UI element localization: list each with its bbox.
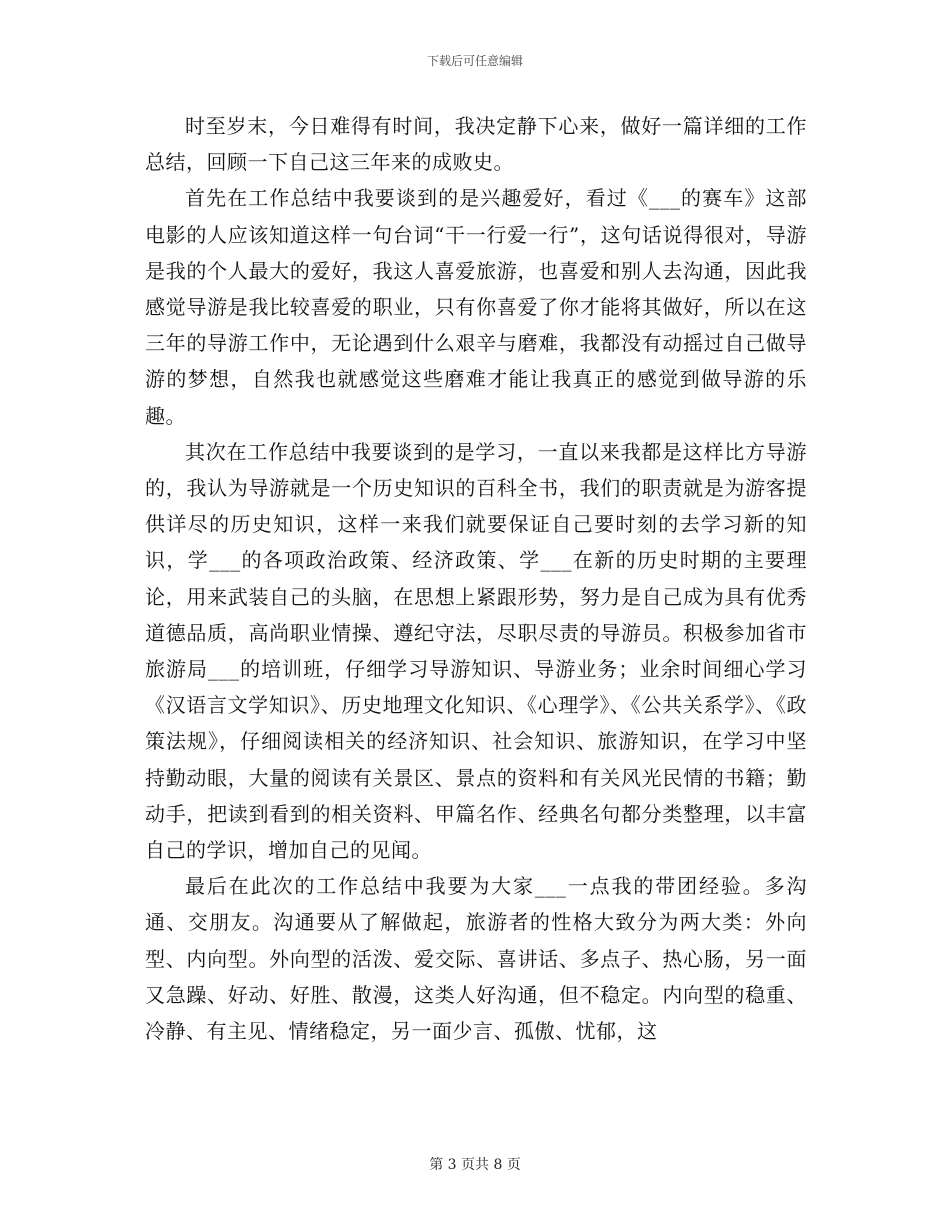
paragraph-experience: 最后在此次的工作总结中我要为大家___一点我的带团经验。多沟通、交朋友。沟通要从了解做起，旅游者的性格大致分为两大类：外向型、内向型。外向型的活泼、爱交际、喜讲话、多点子、热心肠，另一面又急躁、好动、好胜、散漫，这类人好沟通，但不稳定。内向型的稳重、冷静、有主见、情绪稳定，另一面少言、孤傲、忧郁，这 <box>145 874 807 1044</box>
page-footer: 第 3 页共 8 页 <box>429 1157 521 1173</box>
paragraph-intro: 时至岁末，今日难得有时间，我决定静下心来，做好一篇详细的工作总结，回顾一下自己这三年来的成败史。 <box>145 114 807 175</box>
document-body <box>145 108 807 1049</box>
paragraph-learning: 其次在工作总结中我要谈到的是学习，一直以来我都是这样比方导游的，我认为导游就是一个历史知识的百科全书，我们的职责就是为游客提供详尽的历史知识，这样一来我们就要保证自己要时刻的去学习新的知识，学___的各项政治政策、经济政策、学___在新的历史时期的主要理论，用来武装自己的头脑，在思想上紧跟形势，努力是自己成为具有优秀道德品质，高尚职业情操、遵纪守法，尽职尽责的导游员。积极参加省市旅游局___的培训班，仔细学习导游知识、导游业务；业余时间细心学习《汉语言文学知识》、历史地理文化知识、《心理学》、《公共关系学》、《政策法规》，仔细阅读相关的经济知识、社会知识、旅游知识，在学习中坚持勤动眼，大量的阅读有关景区、景点的资料和有关风光民情的书籍；勤动手，把读到看到的相关资料、甲篇名作、经典名句都分类整理，以丰富自己的学识，增加自己的见闻。 <box>145 439 807 863</box>
page-header: 下载后可任意编辑 <box>426 54 523 68</box>
paragraph-interest: 首先在工作总结中我要谈到的是兴趣爱好，看过《___的赛车》这部电影的人应该知道这样一句台词“干一行爱一行”，这句话说得很对，导游是我的个人最大的爱好，我这人喜爱旅游，也喜爱和别人去沟通，因此我感觉导游是我比较喜爱的职业，只有你喜爱了你才能将其做好，所以在这三年的导游工作中，无论遇到什么艰辛与磨难，我都没有动摇过自己做导游的梦想，自然我也就感觉这些磨难才能让我真正的感觉到做导游的乐趣。 <box>145 186 807 428</box>
